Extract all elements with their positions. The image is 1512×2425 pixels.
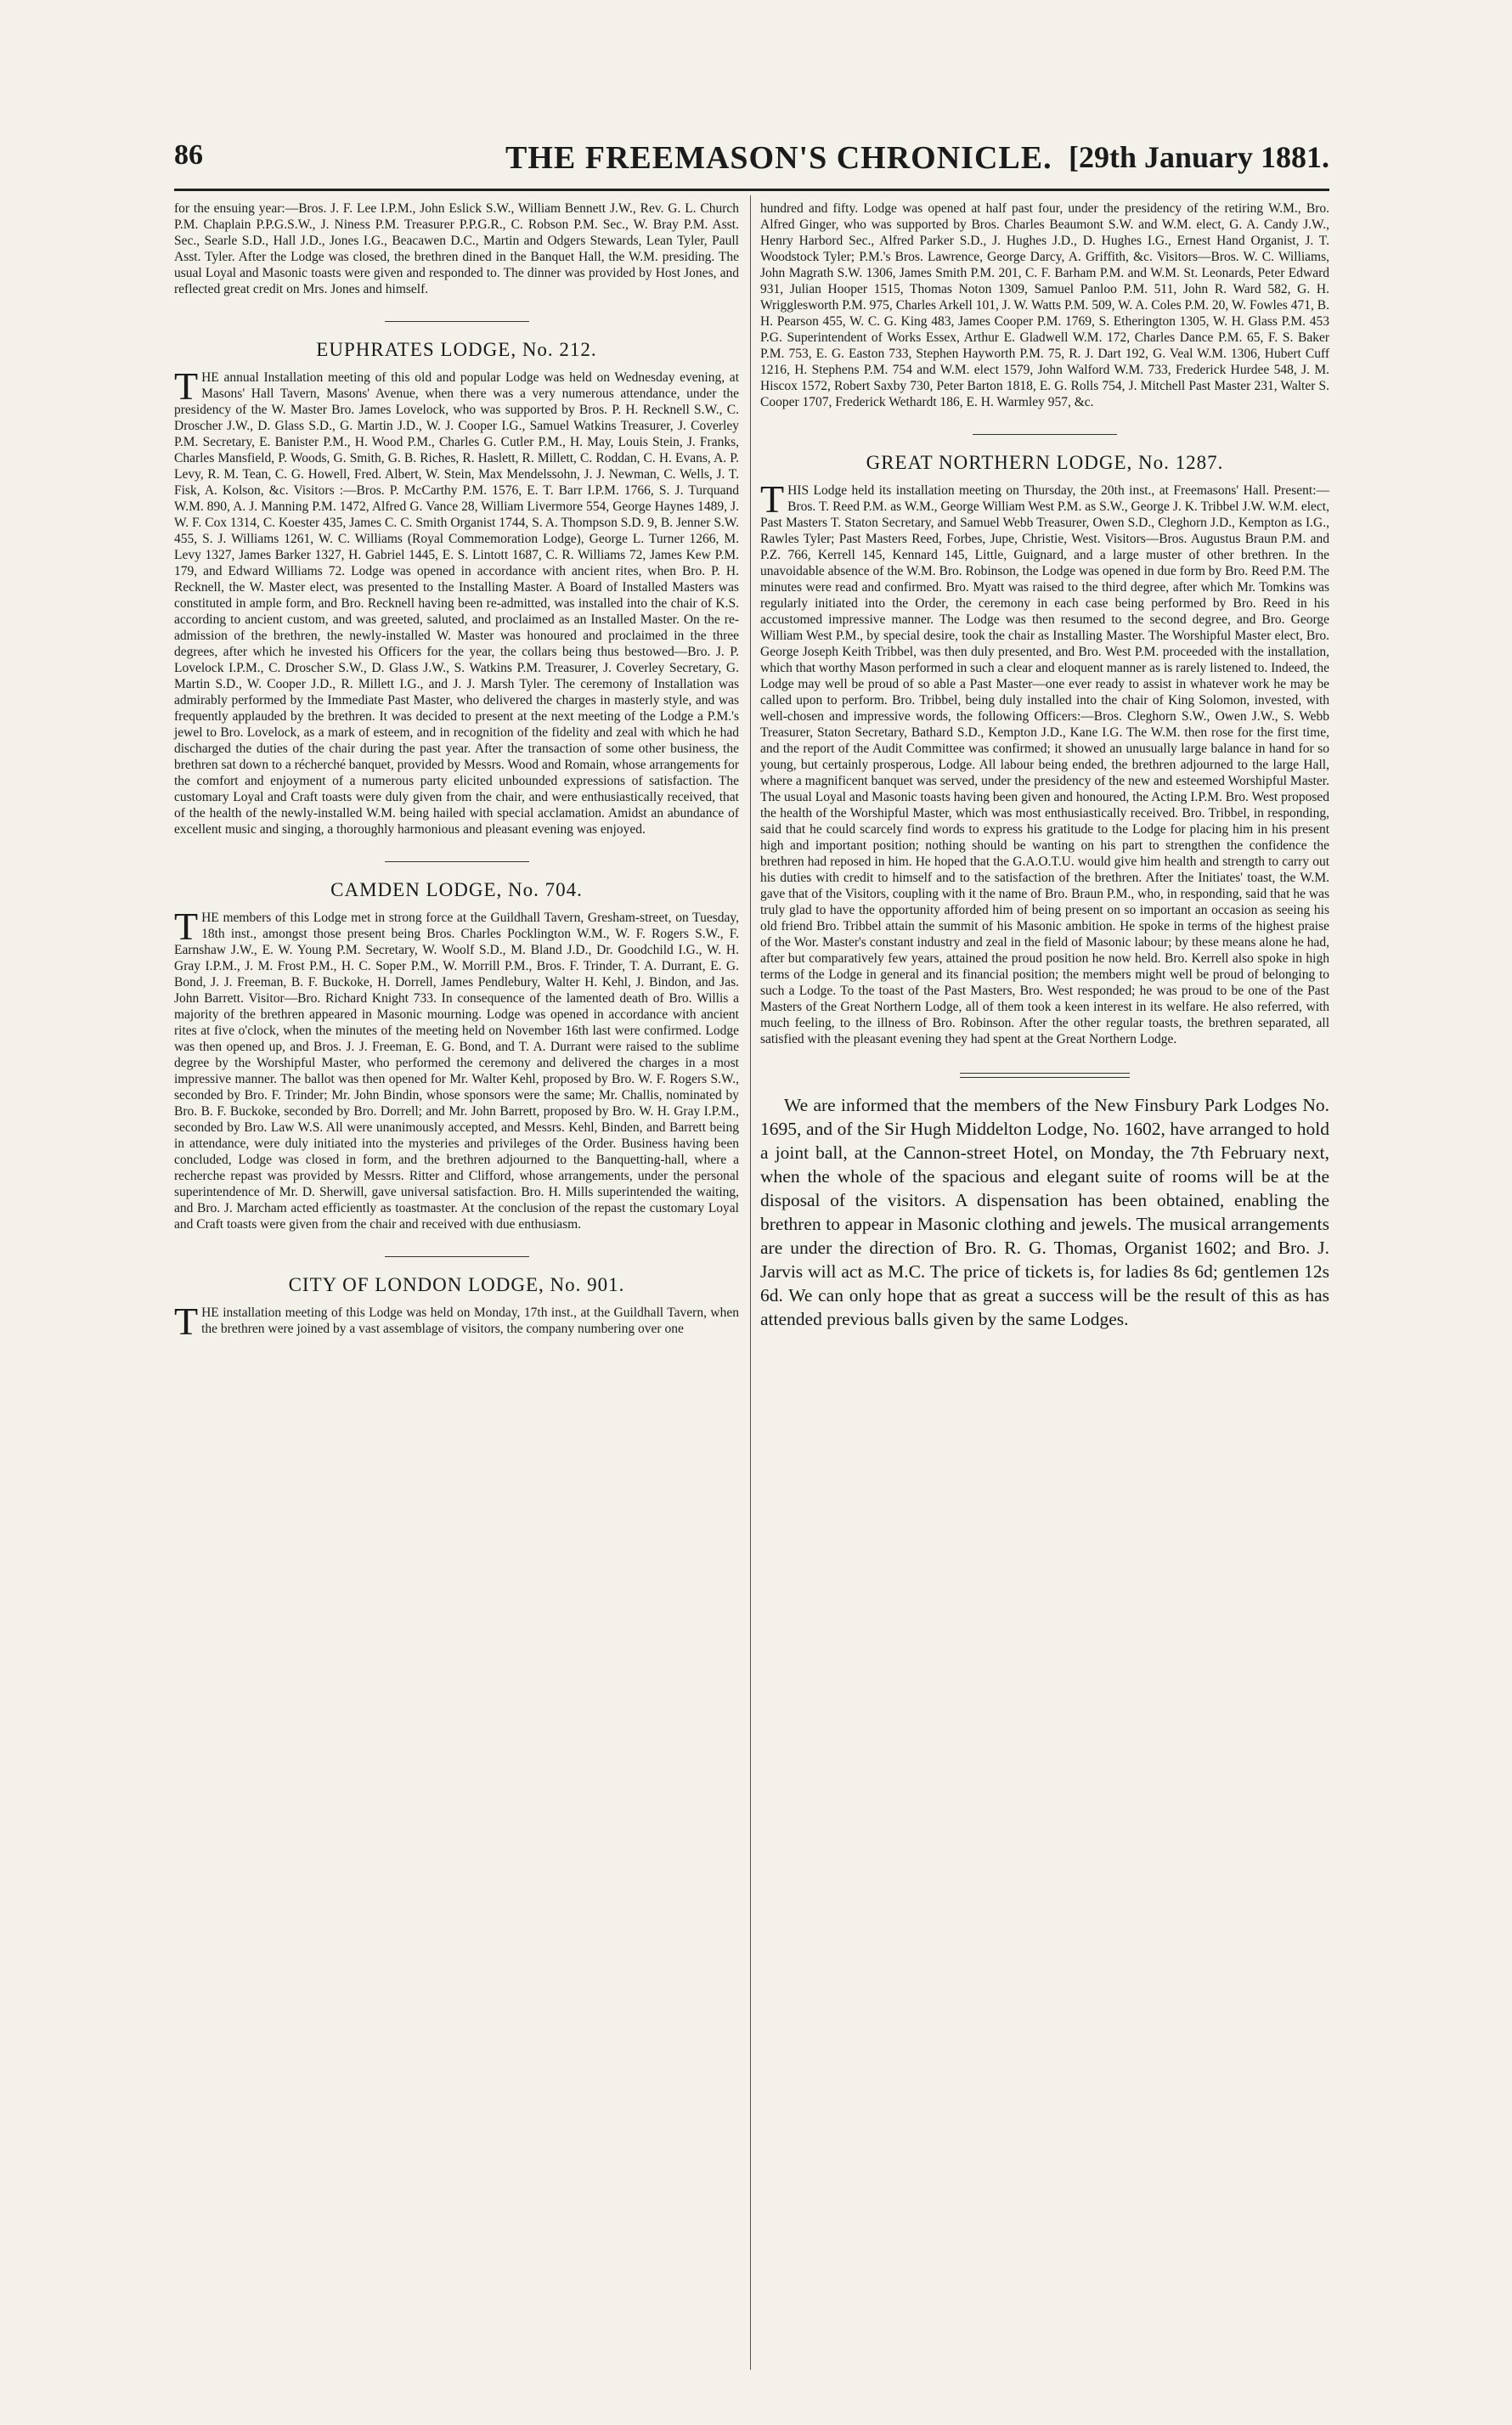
joint-ball-notice: We are informed that the members of the New Finsbury Park Lodges No. 1695, and of the Sir Hugh Middelton Lodge, No. 1602, have arranged to hold a joint ball, at the Cannon-street Hotel, on Monday, the 7th February next, when the whole of the spacious and elegant suite of rooms will be at the disposal of the visitors. A dispensation has been obtained, enabling the brethren to appear in Masonic clothing and jewels. The musical arrangements are under the direction of Bro. R. G. Thomas, Organist 1602; and Bro. J. Jarvis will act as M.C. The price of tickets is, for ladies 8s 6d; gentlemen 12s 6d. We can only hope that as great a success will be the result of this as has attended previous balls given by the same Lodges. — [760, 1095, 1329, 1329]
section-separator — [385, 1256, 529, 1257]
city-of-london-lodge-text: HE installation meeting of this Lodge was held on Monday, 17th inst., at the Guildhall Tavern, when the brethren were joined by a vast assemblage of visitors, the company numbering over one — [201, 1306, 739, 1336]
page-number: 86 — [174, 139, 203, 171]
great-northern-lodge-text: HIS Lodge held its installation meeting on Thursday, the 20th inst., at Freemasons' Hall. Present:—Bros. T. Reed P.M. as W.M., George William West P.M. as S.W., George J. K. Tribbel J.W. W.M. elect, Past Masters T. Staton Secretary, and Samuel Webb Treasurer, Owen S.D., Cleghorn J.D., Kempton as I.G., Rawles Tyler; Past Masters Reed, Forbes, Jupe, Christie, West. Visitors—Bros. Augustus Braun P.M. and P.Z. 766, Kerrell 145, Kennard 145, Little, Guignard, and a large muster of other brethren. In the unavoidable absence of the W.M. Bro. Robinson, the Lodge was opened in due form by Bro. Reed P.M. The minutes were read and confirmed. Bro. Myatt was raised to the third degree, after which Mr. Tomkins was regularly initiated into the Order, the ceremony in each case being performed by Bro. Reed in his accustomed impressive manner. The Lodge was then resumed to the second degree, and Bro. George William West P.M., by special desire, took the chair as Installing Master. The Worshipful Master elect, Bro. George Joseph Keith Tribbel, was then duly presented, and Bro. West P.M. proceeded with the installation, which that worthy Mason performed in such a clear and eloquent manner as is rarely listened to. Indeed, the Lodge may well be proud of so able a Past Master—one ever ready to assist in whatever work he may be called upon to perform. Bro. Tribbel, being duly installed into the chair of King Solomon, invested, with well-chosen and impressive words, the following Officers:—Bros. Cleghorn S.W., Owen J.W., S. Webb Treasurer, Staton Secretary, Bathard S.D., Kempton J.D., Kane I.G. The W.M. then rose for the first time, and the report of the Audit Committee was confirmed; it showed an unusually large balance in hand for so young, but certainly prosperous, Lodge. All labour being ended, the brethren adjourned to the large Hall, where a magnificent banquet was served, under the presidency of the new and esteemed Worshipful Master. The usual Loyal and Masonic toasts having been given and honoured, the Acting I.P.M. Bro. West proposed the health of the Worshipful Master, which was most enthusiastically received. Bro. Tribbel, in responding, said that he could scarcely find words to express his gratitude to the Lodge for placing him in his present high and important position; nothing should be wanting on his part to strengthen the confidence the brethren had reposed in him. He hoped that the G.A.O.T.U. would give him health and strength to carry out his duties with credit to himself and to the satisfaction of the brethren. After the Initiates' toast, the W.M. gave that of the Visitors, coupling with it the name of Bro. Braun P.M., who, in responding, said that he was truly glad to have the opportunity afforded him of being present on so important an occasion as seeing his old friend Bro. Tribbel attain the summit of his Masonic ambition. He spoke in terms of the highest praise of the Wor. Master's constant industry and zeal in the field of Masonic labour; by these means alone he had, after but comparatively few years, attained the proud position he now held. Bro. Kerrell also spoke in high terms of the Lodge in general and its financial position; the members might well be proud of belonging to such a Lodge. To the toast of the Past Masters, Bro. West responded; he was proud to be one of the Past Masters of the Great Northern Lodge, all of them took a keen interest in its welfare. He also referred, with much feeling, to the illness of Bro. Robinson. After the other regular toasts, the brethren separated, all satisfied with the pleasant evening they had spent at the Great Northern Lodge. — [760, 483, 1329, 1046]
camden-lodge-title: CAMDEN LODGE, No. 704. — [330, 879, 583, 900]
drop-cap: T — [760, 477, 785, 521]
section-separator — [385, 861, 529, 862]
section-separator — [973, 434, 1117, 435]
city-of-london-lodge-title: CITY OF LONDON LODGE, No. 901. — [288, 1274, 625, 1295]
drop-cap: T — [174, 1300, 199, 1343]
section-separator — [385, 321, 529, 322]
article-continuation: for the ensuing year:—Bros. J. F. Lee I.P.M., John Eslick S.W., William Bennett J.W., Rev. G. L. Church P.M. Chaplain P.P.G.S.W., J. Niness P.M. Treasurer P.P.G.R., C. Robson P.M. Sec., W. Bray P.M. Asst. Sec., Searle S.D., Hall J.D., Jones I.G., Beacawen D.C., Martin and Odgers Stewards, Lean Tyler, Paull Asst. Tyler. After the Lodge was closed, the brethren dined in the Banquet Hall, the W.M. presiding. The usual Loyal and Masonic toasts were given and responded to. The dinner was provided by Host Jones, and reflected great credit on Mrs. Jones and himself. — [174, 201, 739, 296]
euphrates-lodge-body — [174, 364, 739, 837]
city-of-london-lodge-body — [174, 1300, 739, 1343]
left-column — [174, 200, 739, 1343]
masthead-rule — [174, 189, 1329, 191]
city-of-london-continuation: hundred and fifty. Lodge was opened at half past four, under the presidency of the retiring W.M., Bro. Alfred Ginger, who was supported by Bros. Charles Beaumont S.W. and W.M. elect, G. A. Candy J.W., Henry Harbord Sec., Alfred Parker S.D., J. Hughes J.D., D. Hughes I.G., Ernest Hand Organist, J. T. Woodstock Tyler; P.M.'s Bros. Lawrence, George Darcy, A. Griffith, &c. Visitors—Bros. W. C. Williams, John Magrath S.W. 1306, James Smith P.M. 201, C. F. Barham P.M. and W.M. St. Leonards, Peter Edward 931, Julian Hooper 1515, Thomas Noton 1309, Samuel Panloo P.M. 511, John R. Ward 582, G. H. Wrigglesworth P.M. 975, Charles Arkell 101, J. W. Watts P.M. 509, W. A. Coles P.M. 20, W. Fowles 471, B. H. Pearson 455, W. C. G. King 483, James Cooper P.M. 1769, S. Etherington 1305, W. H. Glass P.M. 453 P.G. Superintendent of Works Essex, Arthur E. Gladwell W.M. 172, Charles Dance P.M. 65, F. S. Baker P.M. 753, E. G. Easton 733, Stephen Hayworth P.M. 75, R. J. Dart 192, G. Veal W.M. 1306, Hubert Cuff 1216, H. Stephens P.M. 754 and W.M. elect 1579, John Walford W.M. 733, Frederick Hurdee 548, J. M. Hiscox 1572, Robert Saxby 730, Peter Barton 1818, E. G. Rolls 754, J. Mitchell Past Master 231, Walter S. Cooper 1707, Frederick Wethardt 186, E. H. Warmley 957, &c. — [760, 201, 1329, 409]
masthead — [174, 136, 1329, 183]
double-rule-separator — [960, 1073, 1130, 1078]
euphrates-lodge-title: EUPHRATES LODGE, No. 212. — [316, 339, 597, 360]
issue-date: [29th January 1881. — [1068, 140, 1329, 174]
drop-cap: T — [174, 905, 199, 948]
right-column — [760, 200, 1329, 1331]
great-northern-lodge-title: GREAT NORTHERN LODGE, No. 1287. — [866, 452, 1224, 473]
newspaper-title: THE FREEMASON'S CHRONICLE. — [505, 140, 1052, 176]
great-northern-lodge-body — [760, 477, 1329, 1047]
camden-lodge-body — [174, 905, 739, 1232]
euphrates-lodge-text: HE annual Installation meeting of this old and popular Lodge was held on Wednesday evening, at Masons' Hall Tavern, Masons' Avenue, when there was a very numerous attendance, under the presidency of the W. Master Bro. James Lovelock, who was supported by Bros. P. H. Recknell S.W., C. Droscher J.W., D. Glass S.D., G. Martin J.D., W. J. Cooper I.G., Samuel Watkins Treasurer, J. Coverley P.M. Secretary, E. Banister P.M., H. Wood P.M., Charles G. Cutler P.M., H. May, Louis Stein, J. Franks, Charles Mansfield, P. Woods, G. Smith, G. B. Riches, R. Haslett, R. Millett, C. Roddan, C. H. Evans, A. P. Levy, R. M. Tean, C. G. Howell, Fred. Albert, W. Stein, Max Mendelssohn, J. J. Newman, C. Wells, J. T. Fisk, A. Kolson, &c. Visitors :—Bros. P. McCarthy P.M. 1576, E. T. Barr I.P.M. 1766, S. J. Turquand W.M. 890, A. J. Manning P.M. 1472, Alfred G. Vance 28, William Livermore 554, George Haynes 1489, J. W. F. Cox 1314, C. Koester 435, James C. C. Smith Organist 1744, S. A. Thompson S.D. 9, B. Jenner S.W. 455, S. J. Williams 1261, W. C. Williams (Royal Commemoration Lodge), George L. Turner 1266, M. Levy 1327, James Barker 1327, H. Gabriel 1445, E. S. Lintott 1687, C. R. Williams 72, James Kew P.M. 179, and Edward Williams 72. Lodge was opened in accordance with ancient rites, when Bro. P. H. Recknell, the W. Master elect, was presented to the Installing Master. A Board of Installed Masters was constituted in ample form, and Bro. Recknell having been re-admitted, was installed into the chair of K.S. according to ancient custom, and was greeted, saluted, and proclaimed as an Installed Master. On the re-admission of the brethren, the newly-installed W. Master was honoured and proclaimed in the three degrees, after which he invested his Officers for the year, the collars being thus bestowed—Bro. J. P. Lovelock I.P.M., C. Droscher S.W., D. Glass J.W., S. Watkins P.M. Treasurer, J. Coverley Secretary, G. Martin S.D., W. Cooper J.D., R. Millett I.G., and J. J. Marsh Tyler. The ceremony of Installation was admirably performed by the Immediate Past Master, who delivered the charges in masterly style, and was frequently applauded by the brethren. It was decided to present at the next meeting of the Lodge a P.M.'s jewel to Bro. Lovelock, as a mark of esteem, and in recognition of the fidelity and zeal with which he had discharged the duties of the chair during the past year. After the transaction of some other business, the brethren sat down to a récherché banquet, provided by Messrs. Wood and Romain, whose arrangements for the comfort and enjoyment of a numerous party elicited unbounded expressions of satisfaction. The customary Loyal and Craft toasts were duly given from the chair, and were enthusiastically received, that of the health of the newly-installed W.M. being hailed with special acclamation. Amidst an abundance of excellent music and singing, a thoroughly harmonious and pleasant evening was enjoyed. — [174, 370, 739, 837]
column-divider — [750, 195, 751, 2370]
drop-cap: T — [174, 364, 199, 408]
camden-lodge-text: HE members of this Lodge met in strong force at the Guildhall Tavern, Gresham-street, on Tuesday, 18th inst., amongst those present being Bros. Charles Pocklington W.M., W. F. Rogers S.W., F. Earnshaw J.W., E. W. Young P.M. Secretary, W. Woolf S.D., M. Bland J.D., Dr. Goodchild I.G., W. H. Gray I.P.M., J. M. Frost P.M., H. C. Soper P.M., W. Morrill P.M., Bros. F. Trinder, T. A. Durrant, E. G. Bond, J. J. Freeman, B. F. Buckoke, H. Dorrell, James Pendlebury, Walter H. Kehl, J. Bindon, and Jas. John Barrett. Visitor—Bro. Richard Knight 733. In consequence of the lamented death of Bro. Willis a majority of the brethren appeared in Masonic mourning. Lodge was opened in accordance with ancient rites at five o'clock, when the minutes of the meeting held on November 16th last were confirmed. Lodge was then opened up, and Bros. J. J. Freeman, E. G. Bond, and T. A. Durrant were raised to the sublime degree by the Worshipful Master, who performed the ceremony and delivered the charges in a most impressive manner. The ballot was then opened for Mr. Walter Kehl, proposed by Bro. W. F. Rogers S.W., seconded by Bro. F. Trinder; Mr. John Bindin, whose sponsors were the same; Mr. Challis, nominated by Bro. B. F. Buckoke, seconded by Bro. Dorrell; and Mr. John Barrett, proposed by Bro. W. H. Gray I.P.M., seconded by Bro. Law W.S. All were unanimously accepted, and Messrs. Kehl, Binden, and Barrett being in attendance, were duly initiated into the mysteries and privileges of the Order. Business having been concluded, Lodge was closed in form, and the brethren adjourned to the Banquetting-hall, where a recherche repast was provided by Messrs. Ritter and Clifford, whose arrangements, under the personal superintendence of Mr. D. Sherwill, gave universal satisfaction. Bro. H. Mills superintended the waiting, and Bro. J. Marcham acted efficiently as toastmaster. At the conclusion of the repast the customary Loyal and Craft toasts were given from the chair and received with due enthusiasm. — [174, 911, 739, 1232]
